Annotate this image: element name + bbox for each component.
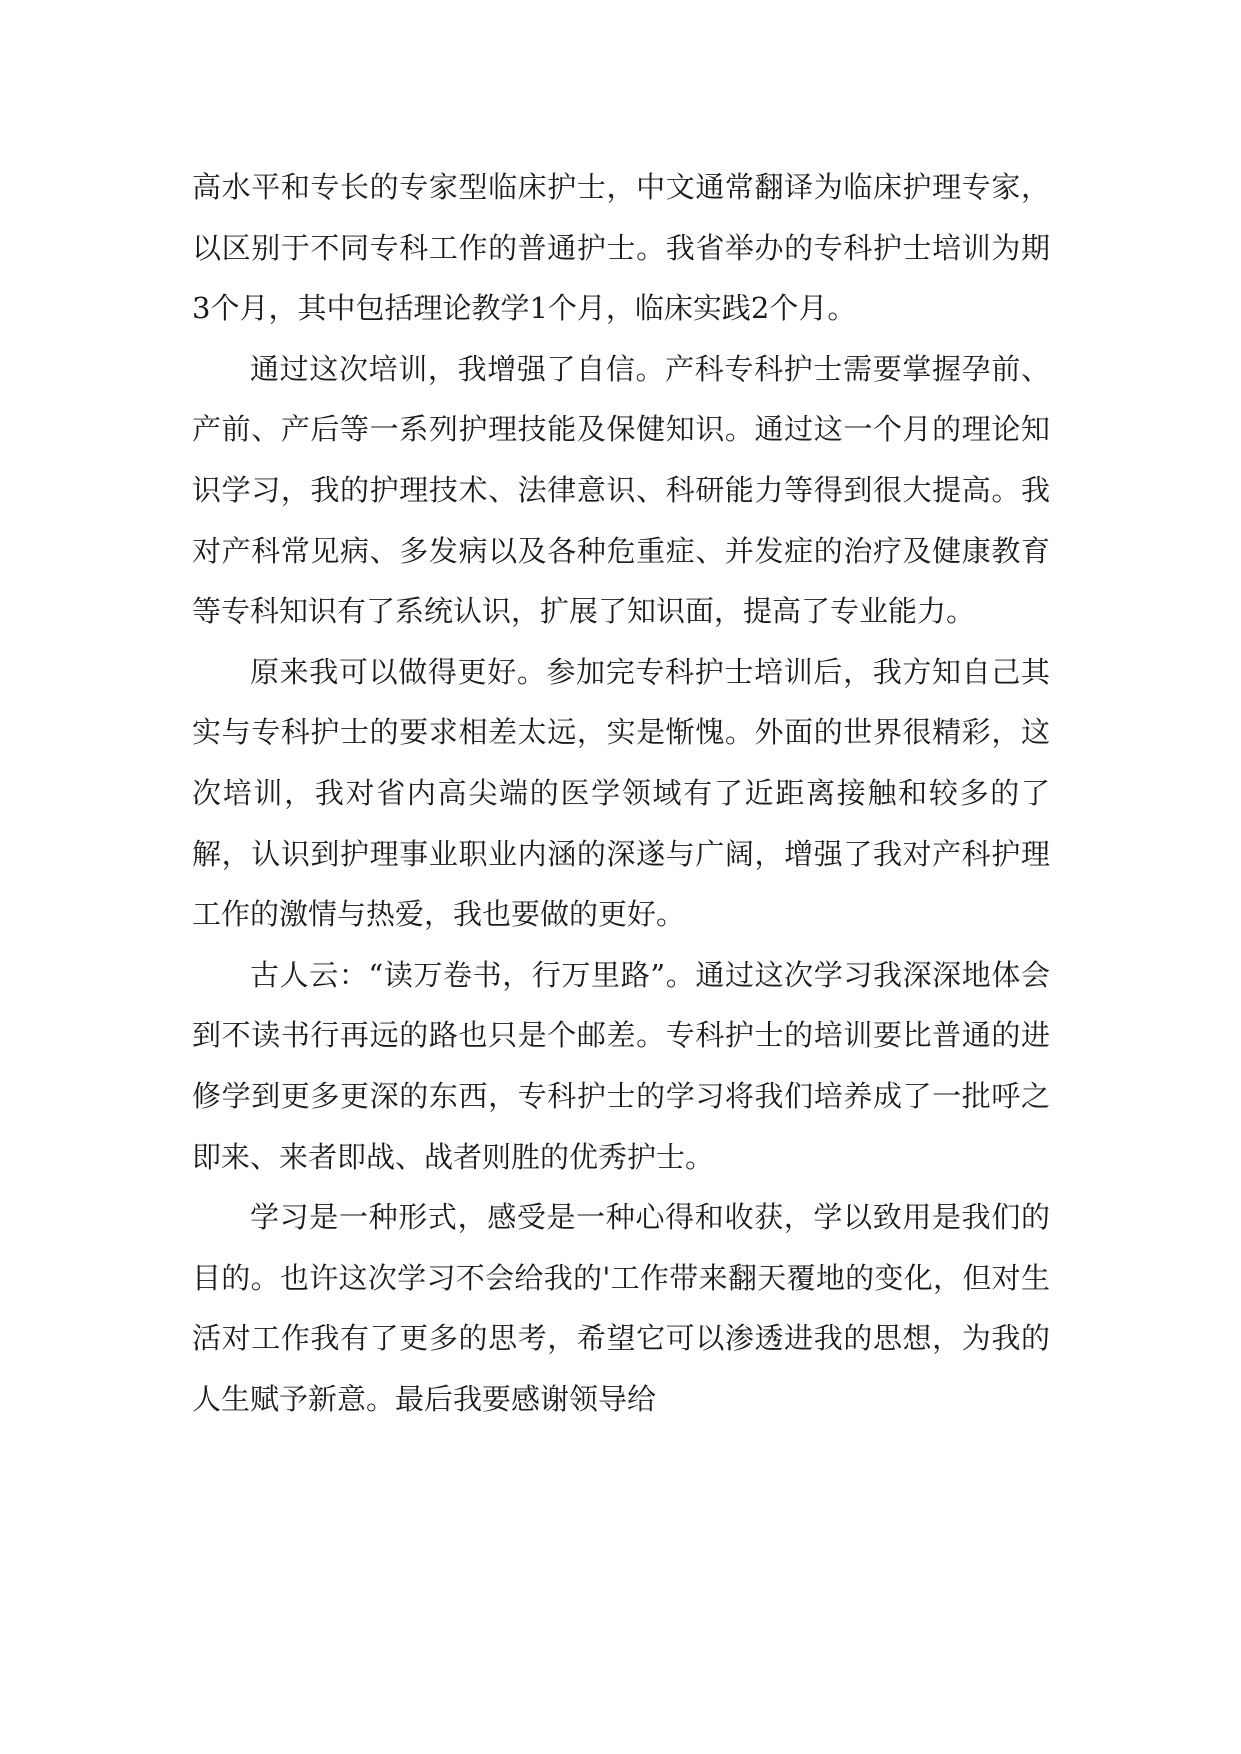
paragraph-4: 古人云：“读万卷书，行万里路”。通过这次学习我深深地体会到不读书行再远的路也只是个邮差。专科护士的培训要比普通的进修学到更多更深的东西，专科护士的学习将我们培养成了一批呼之即来、来者即战、战者则胜的优秀护士。 (192, 957, 1050, 1174)
paragraph-2: 通过这次培训，我增强了自信。产科专科护士需要掌握孕前、产前、产后等一系列护理技能及保健知识。通过这一个月的理论知识学习，我的护理技术、法律意识、科研能力等得到很大提高。我对产科常见病、多发病以及各种危重症、并发症的治疗及健康教育等专科知识有了系统认识，扩展了知识面，提高了专业能力。 (192, 351, 1050, 629)
paragraph-3: 原来我可以做得更好。参加完专科护士培训后，我方知自己其实与专科护士的要求相差太远，实是惭愧。外面的世界很精彩，这次培训，我对省内高尖端的医学领域有了近距离接触和较多的了解，认识到护理事业职业内涵的深遂与广阔，增强了我对产科护理工作的激情与热爱，我也要做的更好。 (192, 654, 1050, 932)
paragraph-1: 高水平和专长的专家型临床护士，中文通常翻译为临床护理专家，以区别于不同专科工作的普通护士。我省举办的专科护士培训为期3个月，其中包括理论教学1个月，临床实践2个月。 (192, 170, 1050, 326)
paragraph-5: 学习是一种形式，感受是一种心得和收获，学以致用是我们的目的。也许这次学习不会给我的'工作带来翻天覆地的变化，但对生活对工作我有了更多的思考，希望它可以渗透进我的思想，为我的人生赋予新意。最后我要感谢领导给 (192, 1200, 1050, 1416)
document-body (192, 157, 1050, 1429)
